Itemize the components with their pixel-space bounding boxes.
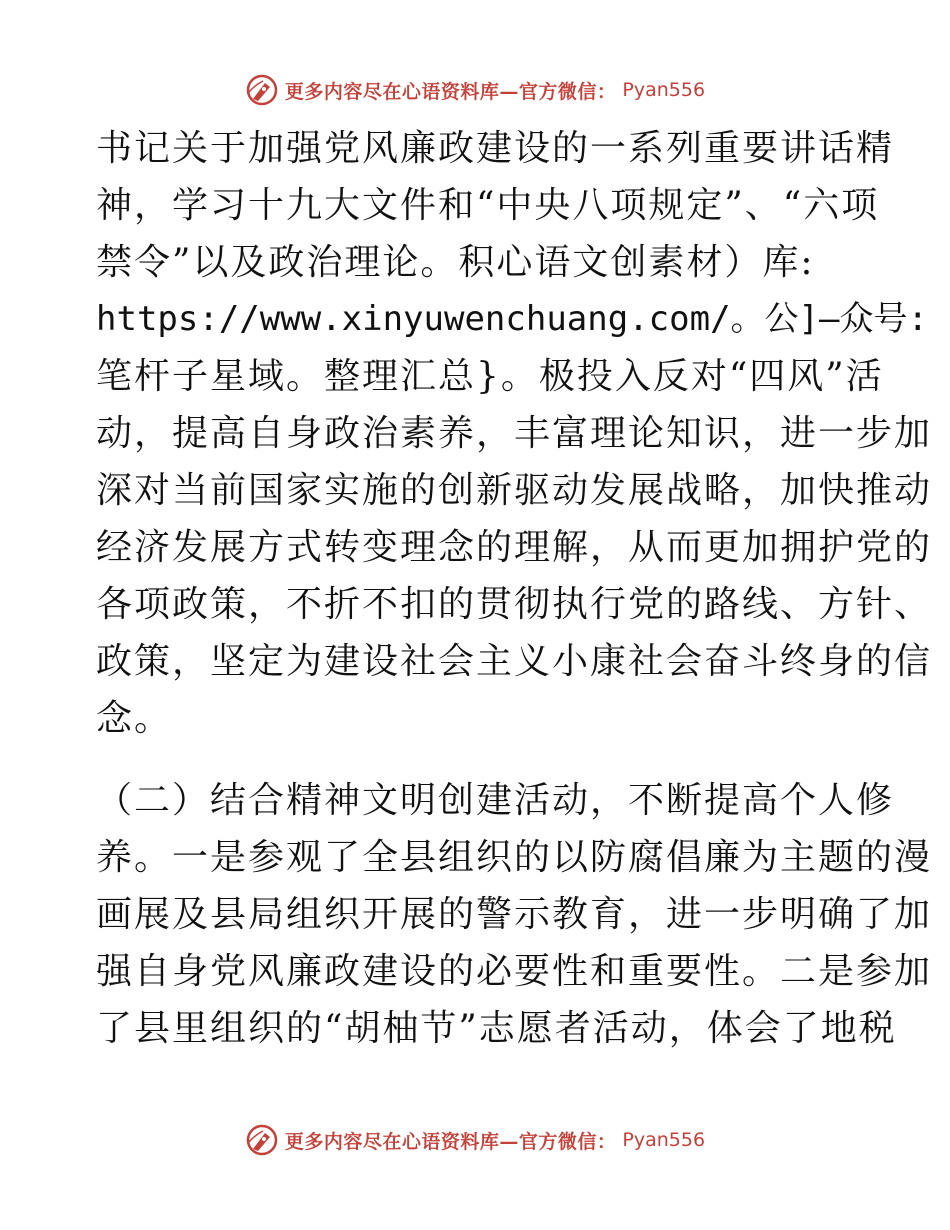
text-line: 画展及县局组织开展的警示教育，进一步明确了加	[96, 894, 933, 935]
text-line: 政策，坚定为建设社会主义小康社会奋斗终身的信	[96, 641, 933, 682]
banner-text: 更多内容尽在心语资料库—官方微信：	[284, 80, 617, 103]
header-banner	[0, 70, 950, 110]
document-body	[96, 120, 933, 1057]
text-line: 了县里组织的“胡柚节”志愿者活动，体会了地税	[96, 1008, 897, 1049]
text-line: 强自身党风廉政建设的必要性和重要性。二是参加	[96, 951, 933, 992]
pen-logo-icon	[245, 1123, 279, 1157]
banner-wechat-id: Pyan556	[622, 1129, 706, 1151]
banner-wechat-id: Pyan556	[622, 79, 706, 101]
text-line: 书记关于加强党风廉政建设的一系列重要讲话精	[96, 128, 895, 169]
footer-banner	[0, 1120, 950, 1160]
text-line: 各项政策，不折不扣的贯彻执行党的路线、方针、	[96, 584, 933, 625]
text-line: 深对当前国家实施的创新驱动发展战略，加快推动	[96, 470, 933, 511]
text-line: 养。一是参观了全县组织的以防腐倡廉为主题的漫	[96, 837, 933, 878]
text-line: 动，提高自身政治素养，丰富理论知识，进一步加	[96, 413, 933, 454]
text-line: 神，学习十九大文件和“中央八项规定”、“六项	[96, 185, 880, 226]
text-line: 经济发展方式转变理念的理解，从而更加拥护党的	[96, 527, 933, 568]
text-line: （二）结合精神文明创建活动，不断提高个人修	[96, 780, 895, 821]
text-line: 念。	[96, 698, 173, 739]
text-line: 禁令”以及政治理论。积心语文创素材）库:	[96, 242, 815, 283]
pen-logo-icon	[245, 73, 279, 107]
text-line-url: https://www.xinyuwenchuang.com/。公]—众号:	[96, 299, 928, 339]
text-line: 笔杆子星域。整理汇总}。极投入反对“四风”活	[96, 356, 884, 397]
banner-text: 更多内容尽在心语资料库—官方微信：	[284, 1130, 617, 1153]
